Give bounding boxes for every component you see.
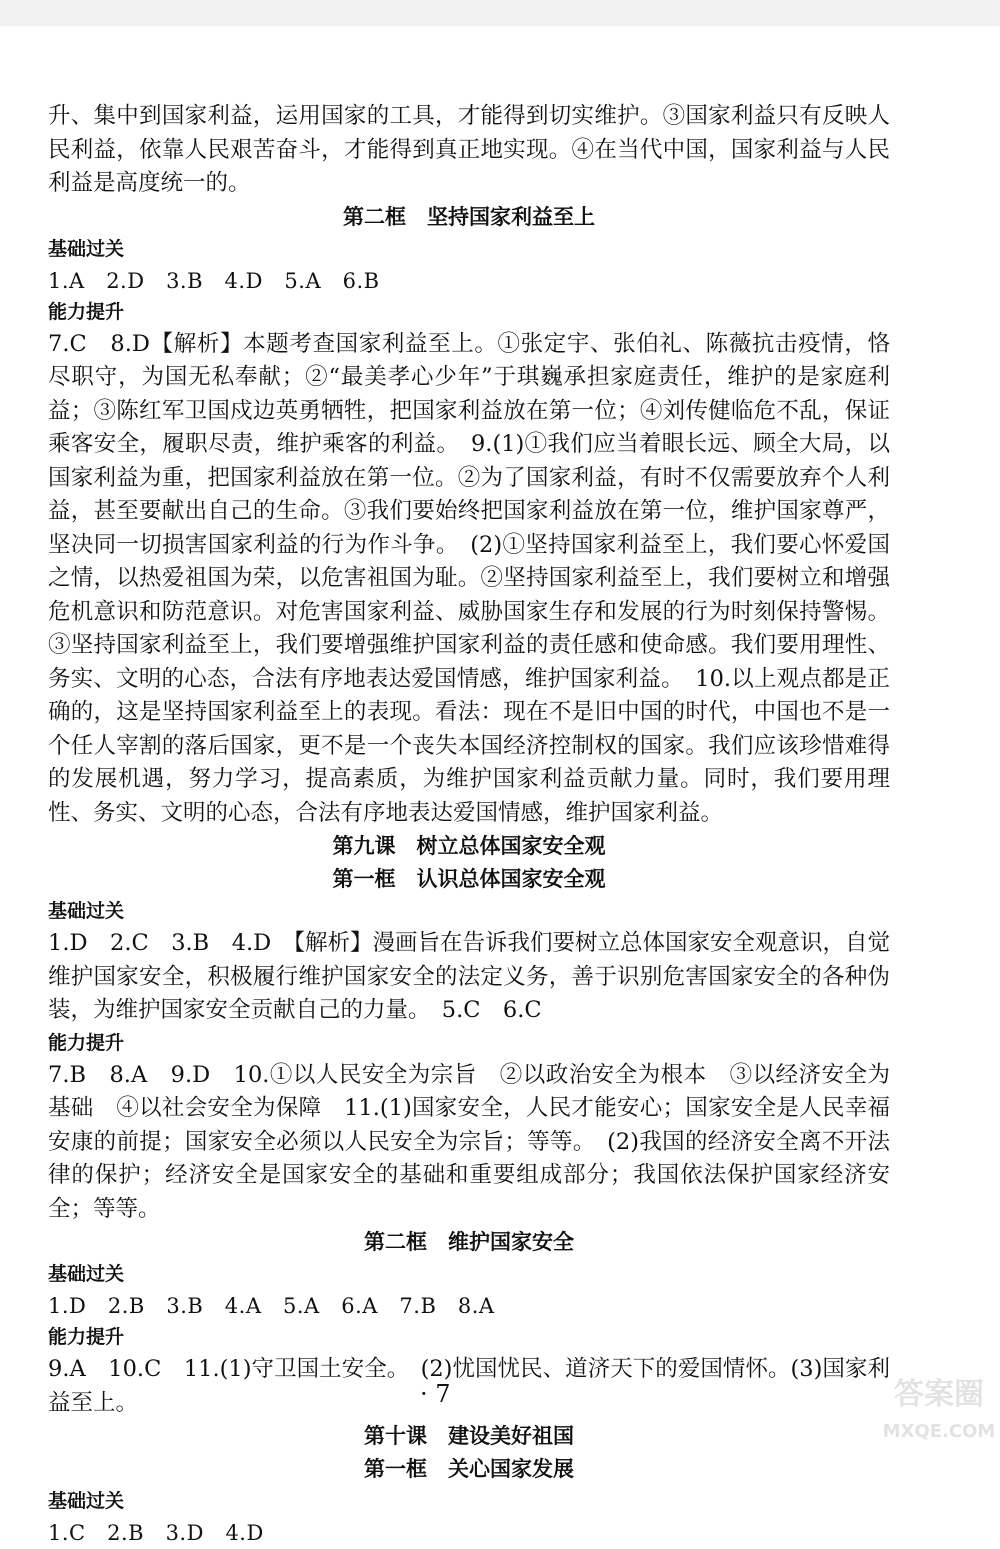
- watermark-main-text: 答案圈: [894, 1377, 984, 1412]
- basic-label: 基础过关: [48, 237, 125, 260]
- intro-paragraph: 升、集中到国家利益，运用国家的工具，才能得到切实维护。③国家利益只有反映人民利益，依靠人民艰苦奋斗，才能得到真正地实现。④在当代中国，国家利益与人民利益是高度统一的。: [48, 103, 890, 196]
- lesson-9-subheading: 第一框 认识总体国家安全观: [332, 867, 606, 891]
- ability-answers: 9.A 10.C 11.(1)守卫国土安全。 (2)忧国忧民、道济天下的爱国情怀。(3)国家利益至上。: [48, 1356, 890, 1416]
- ability-label: 能力提升: [48, 300, 125, 323]
- page-number: · 7: [420, 1380, 451, 1408]
- lesson-10-subheading: 第一框 关心国家发展: [364, 1457, 574, 1481]
- basic-label: 基础过关: [48, 1263, 125, 1285]
- watermark-url-text: MXQE.COM: [882, 1421, 996, 1442]
- basic-answers: 1.A 2.D 3.B 4.D 5.A 6.B: [48, 268, 380, 293]
- basic-label: 基础过关: [48, 900, 125, 922]
- ability-label: 能力提升: [48, 1326, 125, 1348]
- answer-page-content: [48, 100, 890, 1549]
- section-heading-national-security: 第二框 维护国家安全: [364, 1230, 574, 1254]
- basic-answers: 1.C 2.B 3.D 4.D: [48, 1521, 264, 1545]
- basic-answers: 1.D 2.C 3.B 4.D 【解析】漫画旨在告诉我们要树立总体国家安全观意识，自觉维护国家安全，积极履行维护国家安全的法定义务，善于识别危害国家安全的各种伪装，为维护国家安全贡献自己的力量。 5.C 6.C: [48, 930, 890, 1023]
- watermark-logo: [880, 1375, 998, 1449]
- ability-label: 能力提升: [48, 1031, 125, 1054]
- basic-answers: 1.D 2.B 3.B 4.A 5.A 6.A 7.B 8.A: [48, 1294, 495, 1318]
- ability-answers: 7.C 8.D【解析】本题考查国家利益至上。①张定宇、张伯礼、陈薇抗击疫情，恪尽职守，为国无私奉献；②“最美孝心少年”于琪巍承担家庭责任，维护的是家庭利益；③陈红军卫国戍边英勇牺牲，把国家利益放在第一位；④刘传健临危不乱，保证乘客安全，履职尽责，维护乘客的利益。 9.(1)①我们应当着眼长远、顾全大局，以国家利益为重，把国家利益放在第一位。②为了国家利益，有时不仅需要放弃个人利益，甚至要献出自己的生命。③我们要始终把国家利益放在第一位，维护国家尊严，坚决同一切损害国家利益的行为作斗争。 (2)①坚持国家利益至上，我们要心怀爱国之情，以热爱祖国为荣，以危害祖国为耻。②坚持国家利益至上，我们要树立和增强危机意识和防范意识。对危害国家利益、威胁国家生存和发展的行为时刻保持警惕。③坚持国家利益至上，我们要增强维护国家利益的责任感和使命感。我们要用理性、务实、文明的心态，合法有序地表达爱国情感，维护国家利益。 10.以上观点都是正确的，这是坚持国家利益至上的表现。看法：现在不是旧中国的时代，中国也不是一个任人宰割的落后国家，更不是一个丧失本国经济控制权的国家。我们应该珍惜难得的发展机遇，努力学习，提高素质，为维护国家利益贡献力量。同时，我们要用理性、务实、文明的心态，合法有序地表达爱国情感，维护国家利益。: [48, 330, 890, 826]
- top-edge-strip: [0, 0, 1000, 26]
- lesson-9-heading: 第九课 树立总体国家安全观: [332, 834, 606, 858]
- section-heading-national-interest: 第二框 坚持国家利益至上: [343, 204, 595, 229]
- lesson-10-heading: 第十课 建设美好祖国: [364, 1424, 574, 1448]
- basic-label: 基础过关: [48, 1490, 125, 1512]
- ability-answers: 7.B 8.A 9.D 10.①以人民安全为宗旨 ②以政治安全为根本 ③以经济安全为基础 ④以社会安全为保障 11.(1)国家安全，人民才能安心；国家安全是人民幸福安康的前提；国家安全必须以人民安全为宗旨；等等。 (2)我国的经济安全离不开法律的保护；经济安全是国家安全的基础和重要组成部分；我国依法保护国家经济安全；等等。: [48, 1061, 890, 1222]
